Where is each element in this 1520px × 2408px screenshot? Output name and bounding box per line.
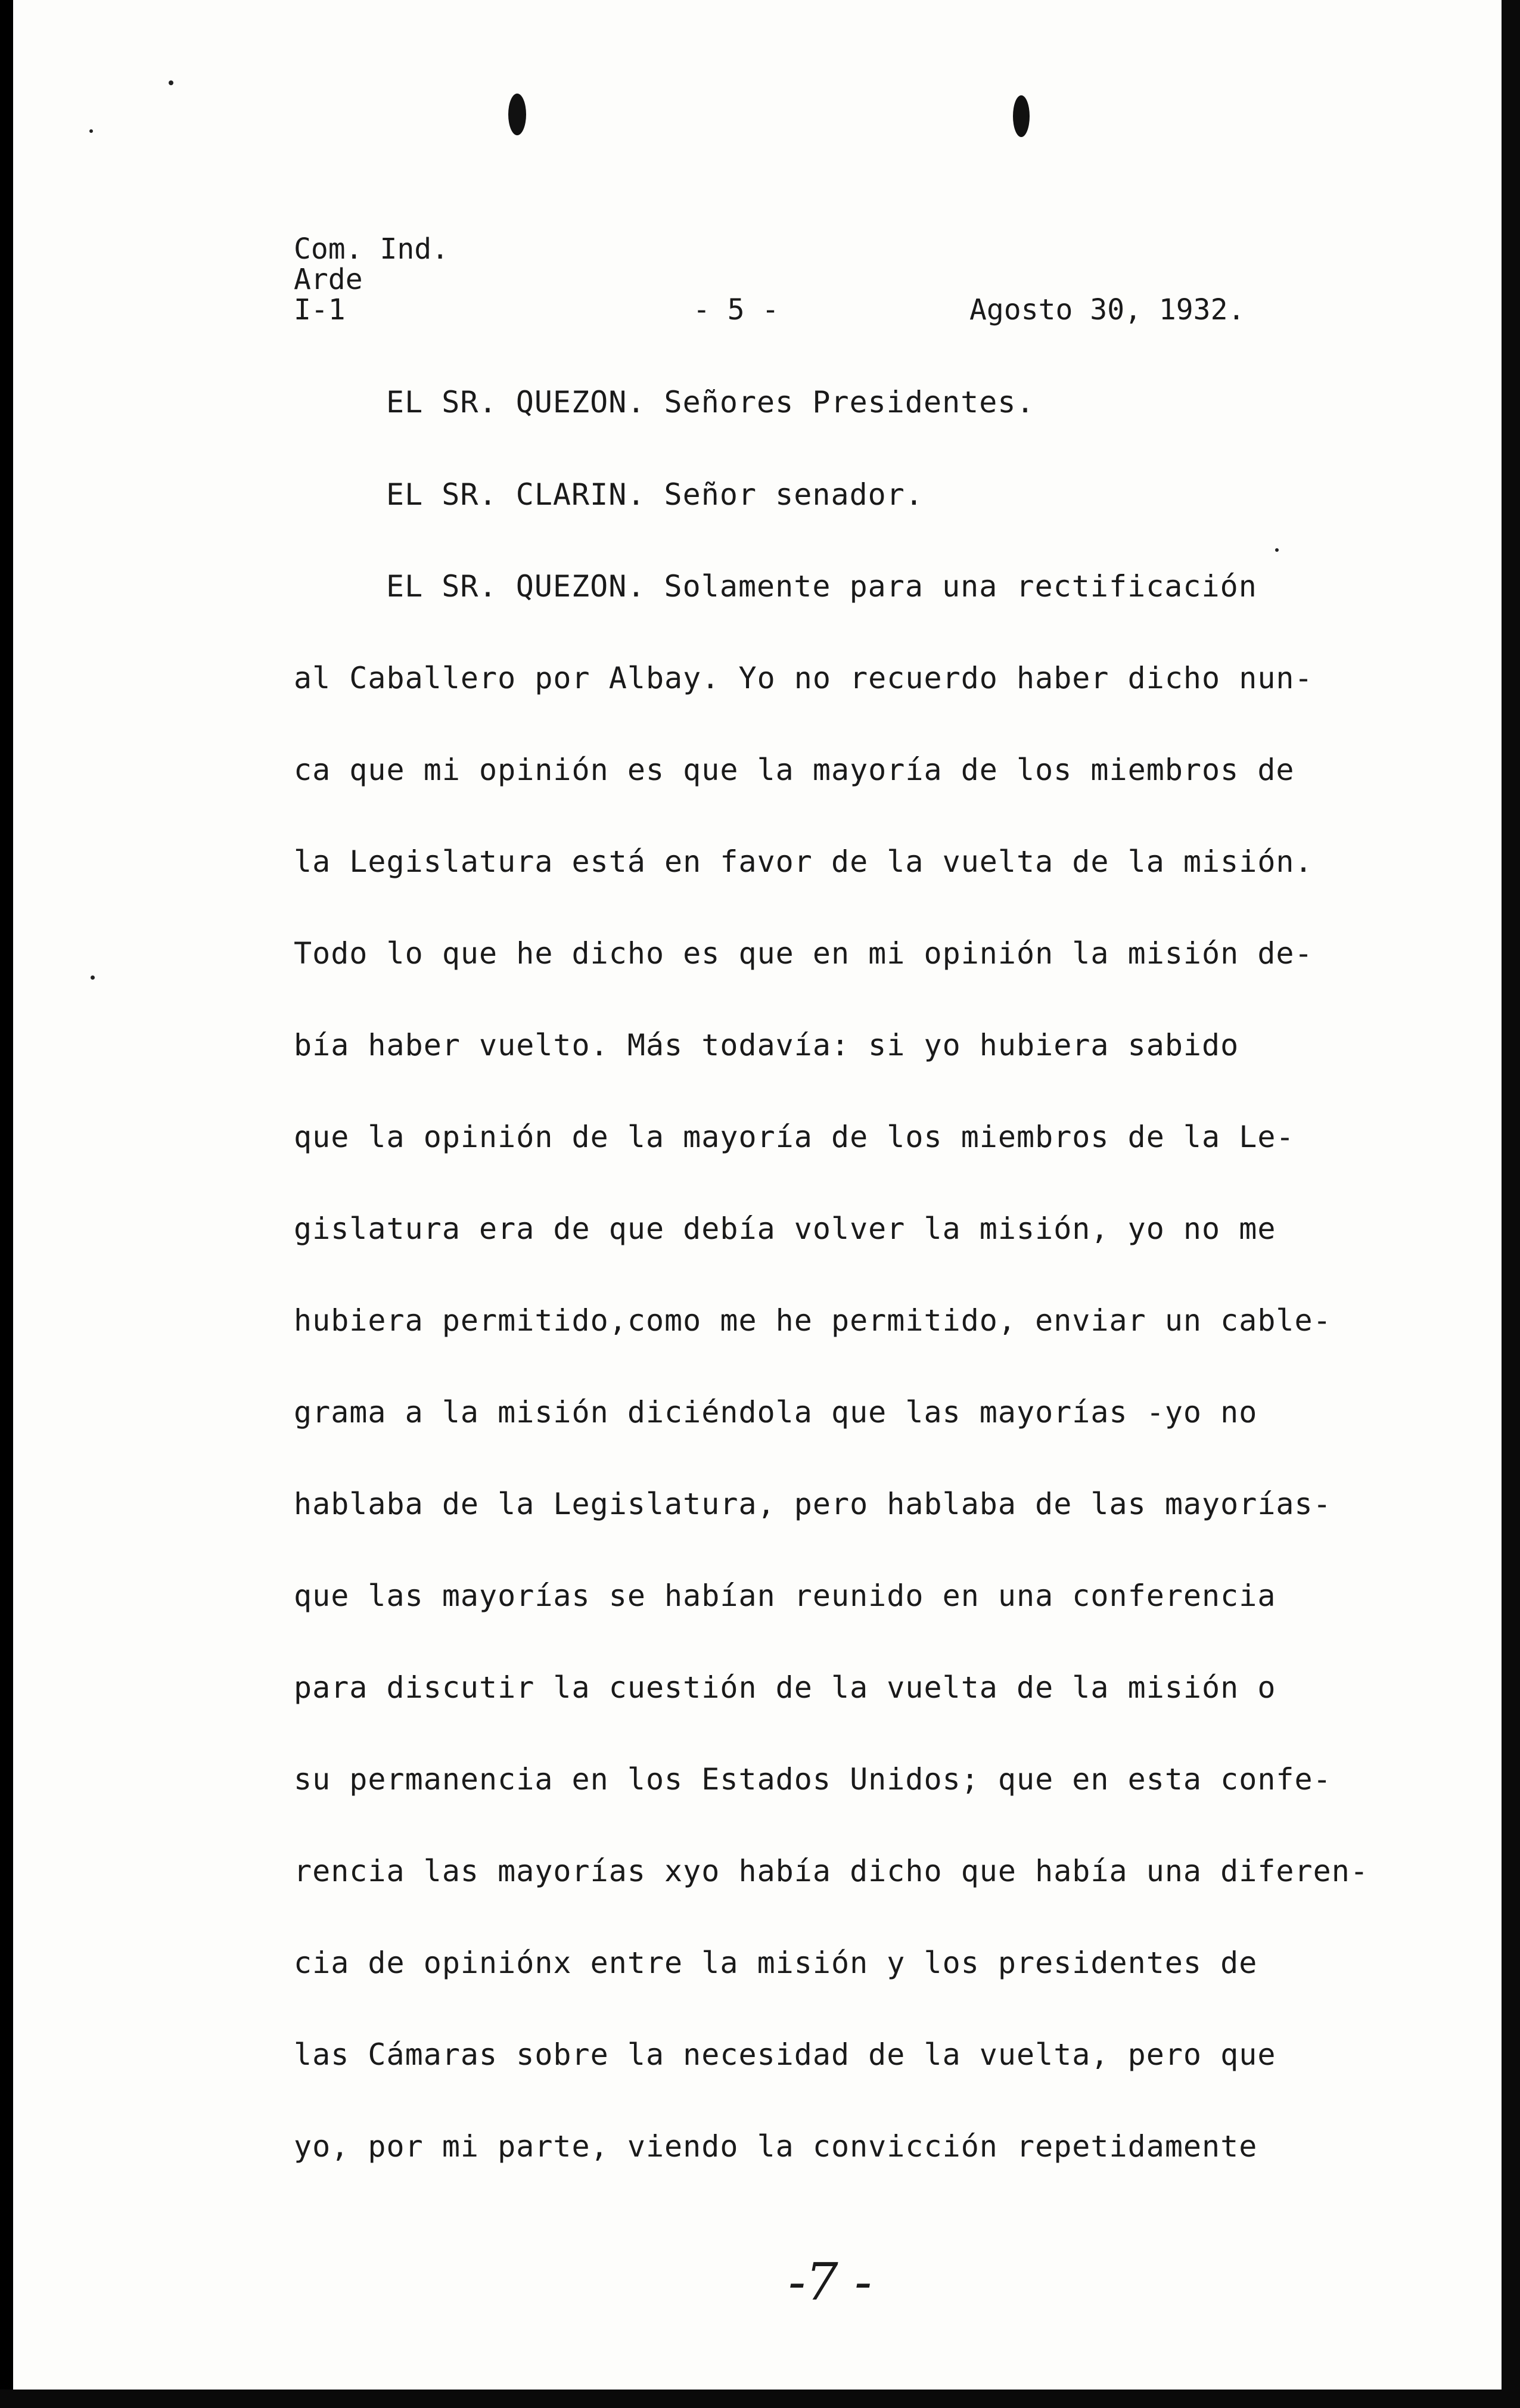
header-date: Agosto 30, 1932. (969, 293, 1245, 327)
text-line: yo, por mi parte, viendo la convicción repetidamente (294, 2129, 1258, 2164)
text-line: hablaba de la Legislatura, pero hablaba de las mayorías- (294, 1487, 1332, 1521)
text-line: Todo lo que he dicho es que en mi opinión la misión de- (294, 936, 1313, 971)
scan-speck (169, 80, 173, 85)
speaker-line: EL SR. QUEZON. Señores Presidentes. (386, 385, 1035, 420)
text-line: para discutir la cuestión de la vuelta de la misión o (294, 1670, 1276, 1705)
text-line: bía haber vuelto. Más todavía: si yo hubiera sabido (294, 1028, 1239, 1062)
text-line: rencia las mayorías xyo había dicho que había una diferen- (294, 1854, 1369, 1888)
header-initials: Arde (294, 263, 363, 296)
text-line: su permanencia en los Estados Unidos; que en esta confe- (294, 1762, 1332, 1797)
header-reference: I-1 (294, 293, 346, 327)
text-line: ca que mi opinión es que la mayoría de los miembros de (294, 753, 1295, 787)
scan-speck (91, 975, 95, 980)
text-line: que la opinión de la mayoría de los miembros de la Le- (294, 1120, 1295, 1154)
scan-border-right (1502, 0, 1520, 2408)
text-line: las Cámaras sobre la necesidad de la vuelta, pero que (294, 2037, 1276, 2072)
punch-hole-right (1013, 95, 1030, 137)
speaker-line: EL SR. QUEZON. Solamente para una rectificación (386, 569, 1257, 604)
scan-border-bottom (0, 2390, 1520, 2408)
text-line: grama a la misión diciéndola que las mayorías -yo no (294, 1395, 1258, 1430)
text-line: que las mayorías se habían reunido en una conferencia (294, 1579, 1276, 1613)
header-committee: Com. Ind. (294, 232, 449, 266)
header-page-marker: - 5 - (693, 293, 779, 327)
text-line: la Legislatura está en favor de la vuelta de la misión. (294, 844, 1313, 879)
document-page (13, 0, 1502, 2390)
text-line: cia de opiniónx entre la misión y los presidentes de (294, 1946, 1258, 1980)
punch-hole-left (508, 94, 526, 135)
scan-speck (1275, 548, 1279, 552)
text-line: al Caballero por Albay. Yo no recuerdo haber dicho nun- (294, 661, 1313, 695)
scan-speck (89, 129, 93, 133)
speaker-line: EL SR. CLARIN. Señor senador. (386, 477, 924, 512)
text-line: gislatura era de que debía volver la misión, yo no me (294, 1211, 1276, 1246)
text-line: hubiera permitido,como me he permitido, enviar un cable- (294, 1303, 1332, 1338)
handwritten-page-number: -7 - (788, 2252, 872, 2312)
